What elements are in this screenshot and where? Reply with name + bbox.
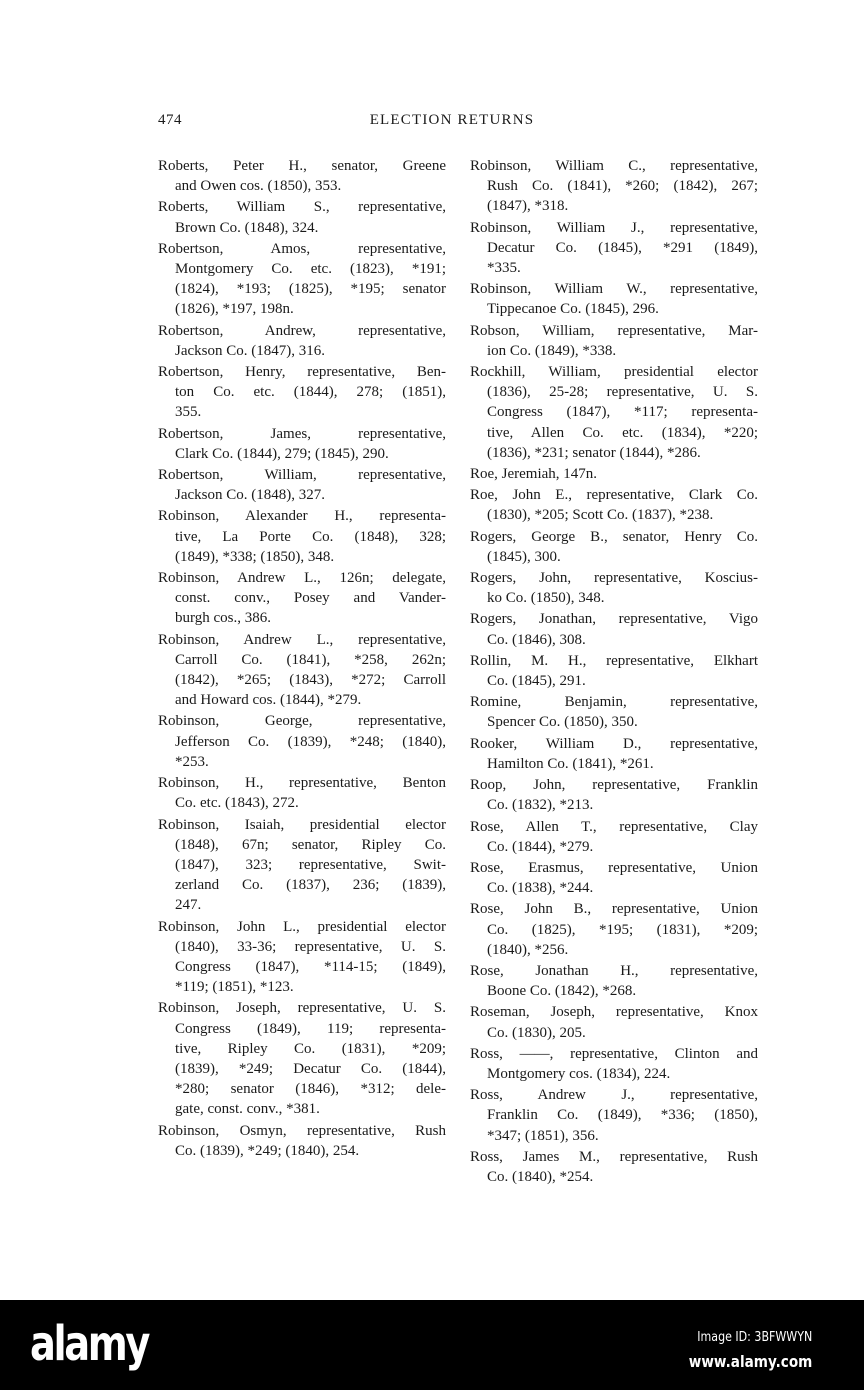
entry-line: ion Co. (1849), *338.: [487, 342, 617, 359]
entry-line: Jefferson Co. (1839), *248; (1840),: [175, 733, 446, 750]
entry-line: *335.: [487, 260, 521, 277]
index-entry: [470, 961, 758, 1001]
entry-line: Roe, John E., representative, Clark Co.: [470, 487, 758, 504]
entry-line: Rogers, Jonathan, representative, Vigo: [470, 611, 758, 628]
index-entry: [470, 899, 758, 960]
index-entry: [470, 692, 758, 732]
entry-line: Boone Co. (1842), *268.: [487, 983, 637, 1000]
index-entry: [470, 1002, 758, 1042]
index-entry: [158, 568, 446, 629]
entry-line: Roop, John, representative, Franklin: [470, 777, 758, 794]
entry-line: Jackson Co. (1847), 316.: [175, 342, 325, 359]
entry-line: (1824), *193; (1825), *195; senator: [175, 281, 446, 298]
entry-line: Rose, John B., representative, Union: [470, 901, 758, 918]
index-entry: [470, 485, 758, 525]
entry-line: Montgomery Co. etc. (1823), *191;: [175, 261, 446, 278]
entry-line: Clark Co. (1844), 279; (1845), 290.: [175, 445, 389, 462]
entry-line: Robertson, James, representative,: [158, 425, 446, 442]
entry-line: Robinson, Isaiah, presidential elector: [158, 816, 446, 833]
entry-line: zerland Co. (1837), 236; (1839),: [175, 877, 446, 894]
index-entry: [158, 362, 446, 423]
index-entry: [158, 424, 446, 464]
entry-line: Co. (1846), 308.: [487, 631, 586, 648]
entry-line: gate, const. conv., *381.: [175, 1101, 320, 1118]
entry-line: (1847), *318.: [487, 198, 569, 215]
entry-line: Rooker, William D., representative,: [470, 735, 758, 752]
entry-line: *253.: [175, 753, 209, 770]
index-entry: [158, 815, 446, 916]
index-entry: [470, 464, 758, 484]
index-entry: [158, 321, 446, 361]
watermark-footer: [0, 1300, 864, 1390]
image-id: Image ID: 3BFWWYN: [697, 1330, 812, 1345]
entry-line: Co. (1840), *254.: [487, 1168, 594, 1185]
index-entry: [470, 527, 758, 567]
entry-line: Rose, Erasmus, representative, Union: [470, 859, 758, 876]
index-entry: [158, 506, 446, 567]
index-column-left: [158, 156, 446, 1162]
entry-line: Robertson, Andrew, representative,: [158, 322, 446, 339]
entry-line: 247.: [175, 897, 202, 914]
entry-line: Tippecanoe Co. (1845), 296.: [487, 301, 659, 318]
entry-line: (1836), *231; senator (1844), *286.: [487, 444, 701, 461]
entry-line: Rogers, John, representative, Koscius-: [470, 570, 758, 587]
entry-line: tive, La Porte Co. (1848), 328;: [175, 528, 446, 545]
entry-line: Robinson, George, representative,: [158, 713, 446, 730]
entry-line: (1839), *249; Decatur Co. (1844),: [175, 1060, 446, 1077]
index-entry: [158, 711, 446, 772]
entry-line: Congress (1847), *114-15; (1849),: [175, 958, 446, 975]
entry-line: Roberts, William S., representative,: [158, 199, 446, 216]
entry-line: Robinson, H., representative, Benton: [158, 775, 446, 792]
entry-line: Co. (1838), *244.: [487, 880, 594, 897]
entry-line: Ross, ——, representative, Clinton and: [470, 1045, 758, 1062]
index-entry: [470, 1044, 758, 1084]
entry-line: Co. (1830), 205.: [487, 1024, 586, 1041]
entry-line: (1848), 67n; senator, Ripley Co.: [175, 836, 446, 853]
entry-line: Rush Co. (1841), *260; (1842), 267;: [487, 178, 758, 195]
entry-line: Roe, Jeremiah, 147n.: [470, 466, 598, 483]
index-entry: [470, 279, 758, 319]
entry-line: Carroll Co. (1841), *258, 262n;: [175, 651, 446, 668]
entry-line: Robinson, Alexander H., representa-: [158, 508, 446, 525]
entry-line: and Howard cos. (1844), *279.: [175, 692, 362, 709]
index-entry: [158, 998, 446, 1119]
index-entry: [470, 858, 758, 898]
index-entry: [470, 362, 758, 463]
index-entry: [470, 734, 758, 774]
entry-line: Franklin Co. (1849), *336; (1850),: [487, 1107, 758, 1124]
entry-line: Robinson, Osmyn, representative, Rush: [158, 1122, 446, 1139]
entry-line: (1826), *197, 198n.: [175, 301, 294, 318]
entry-line: Ross, James M., representative, Rush: [470, 1148, 758, 1165]
entry-line: Roberts, Peter H., senator, Greene: [158, 158, 446, 174]
entry-line: Roseman, Joseph, representative, Knox: [470, 1004, 758, 1021]
entry-line: Robinson, Andrew L., 126n; delegate,: [158, 570, 446, 587]
index-entry: [470, 321, 758, 361]
running-head: ELECTION RETURNS: [369, 112, 535, 128]
page-number: 474: [158, 112, 182, 128]
entry-line: Rose, Allen T., representative, Clay: [470, 818, 758, 835]
entry-line: Brown Co. (1848), 324.: [175, 219, 319, 236]
entry-line: Co. (1839), *249; (1840), 254.: [175, 1142, 360, 1159]
index-column-right: [470, 156, 758, 1188]
entry-line: Rockhill, William, presidential elector: [470, 364, 758, 381]
entry-line: Co. (1844), *279.: [487, 838, 594, 855]
entry-line: ko Co. (1850), 348.: [487, 590, 605, 607]
entry-line: Rollin, M. H., representative, Elkhart: [470, 652, 758, 669]
entry-line: tive, Ripley Co. (1831), *209;: [175, 1040, 446, 1057]
entry-line: (1849), *338; (1850), 348.: [175, 548, 335, 565]
entry-line: Robinson, Joseph, representative, U. S.: [158, 1000, 446, 1017]
index-entry: [470, 609, 758, 649]
index-entry: [158, 917, 446, 998]
entry-line: const. conv., Posey and Vander-: [175, 590, 446, 607]
entry-line: (1830), *205; Scott Co. (1837), *238.: [487, 507, 714, 524]
entry-line: and Owen cos. (1850), 353.: [175, 178, 342, 195]
entry-line: *119; (1851), *123.: [175, 979, 294, 996]
index-entry: [470, 568, 758, 608]
index-entry: [470, 775, 758, 815]
entry-line: (1840), *256.: [487, 941, 569, 958]
entry-line: Congress (1849), 119; representa-: [175, 1020, 446, 1037]
entry-line: Robertson, Henry, representative, Ben-: [158, 364, 446, 381]
entry-line: Co. (1845), 291.: [487, 673, 586, 690]
entry-line: Robertson, William, representative,: [158, 467, 446, 484]
index-entry: [158, 773, 446, 813]
entry-line: Montgomery cos. (1834), 224.: [487, 1065, 671, 1082]
index-entry: [158, 630, 446, 711]
entry-line: Robinson, John L., presidential elector: [158, 918, 446, 935]
entry-line: Rogers, George B., senator, Henry Co.: [470, 528, 758, 545]
entry-line: (1840), 33-36; representative, U. S.: [175, 938, 446, 955]
entry-line: Hamilton Co. (1841), *261.: [487, 755, 654, 772]
index-entry: [470, 1085, 758, 1146]
entry-line: Congress (1847), *117; representa-: [487, 404, 758, 421]
entry-line: (1836), 25-28; representative, U. S.: [487, 384, 758, 401]
entry-line: *347; (1851), 356.: [487, 1127, 599, 1144]
entry-line: Robson, William, representative, Mar-: [470, 322, 758, 339]
entry-line: (1847), 323; representative, Swit-: [175, 856, 446, 873]
index-entry: [158, 197, 446, 237]
entry-line: ton Co. etc. (1844), 278; (1851),: [175, 384, 446, 401]
entry-line: Robinson, Andrew L., representative,: [158, 631, 446, 648]
site-url: www.alamy.com: [688, 1352, 812, 1371]
entry-line: Decatur Co. (1845), *291 (1849),: [487, 239, 758, 256]
index-entry: [158, 239, 446, 320]
entry-line: Spencer Co. (1850), 350.: [487, 714, 638, 731]
index-entry: [158, 465, 446, 505]
index-entry: [158, 156, 446, 196]
entry-line: Rose, Jonathan H., representative,: [470, 962, 758, 979]
index-entry: [470, 651, 758, 691]
index-entry: [470, 218, 758, 279]
entry-line: Robertson, Amos, representative,: [158, 240, 446, 257]
entry-line: Co. (1832), *213.: [487, 797, 594, 814]
entry-line: Ross, Andrew J., representative,: [470, 1087, 758, 1104]
entry-line: *280; senator (1846), *312; dele-: [175, 1081, 446, 1098]
index-entry: [470, 156, 758, 217]
index-entry: [158, 1121, 446, 1161]
entry-line: (1842), *265; (1843), *272; Carroll: [175, 672, 446, 689]
entry-line: (1845), 300.: [487, 548, 561, 565]
entry-line: Jackson Co. (1848), 327.: [175, 487, 325, 504]
index-entry: [470, 817, 758, 857]
alamy-logo: alamy: [30, 1316, 149, 1372]
entry-line: Robinson, William W., representative,: [470, 281, 758, 298]
entry-line: Co. etc. (1843), 272.: [175, 795, 299, 812]
entry-line: Robinson, William J., representative,: [470, 219, 758, 236]
entry-line: 355.: [175, 404, 202, 421]
entry-line: burgh cos., 386.: [175, 610, 271, 627]
entry-line: tive, Allen Co. etc. (1834), *220;: [487, 424, 758, 441]
entry-line: Robinson, William C., representative,: [470, 158, 758, 174]
entry-line: Romine, Benjamin, representative,: [470, 694, 758, 711]
entry-line: Co. (1825), *195; (1831), *209;: [487, 921, 758, 938]
index-entry: [470, 1147, 758, 1187]
